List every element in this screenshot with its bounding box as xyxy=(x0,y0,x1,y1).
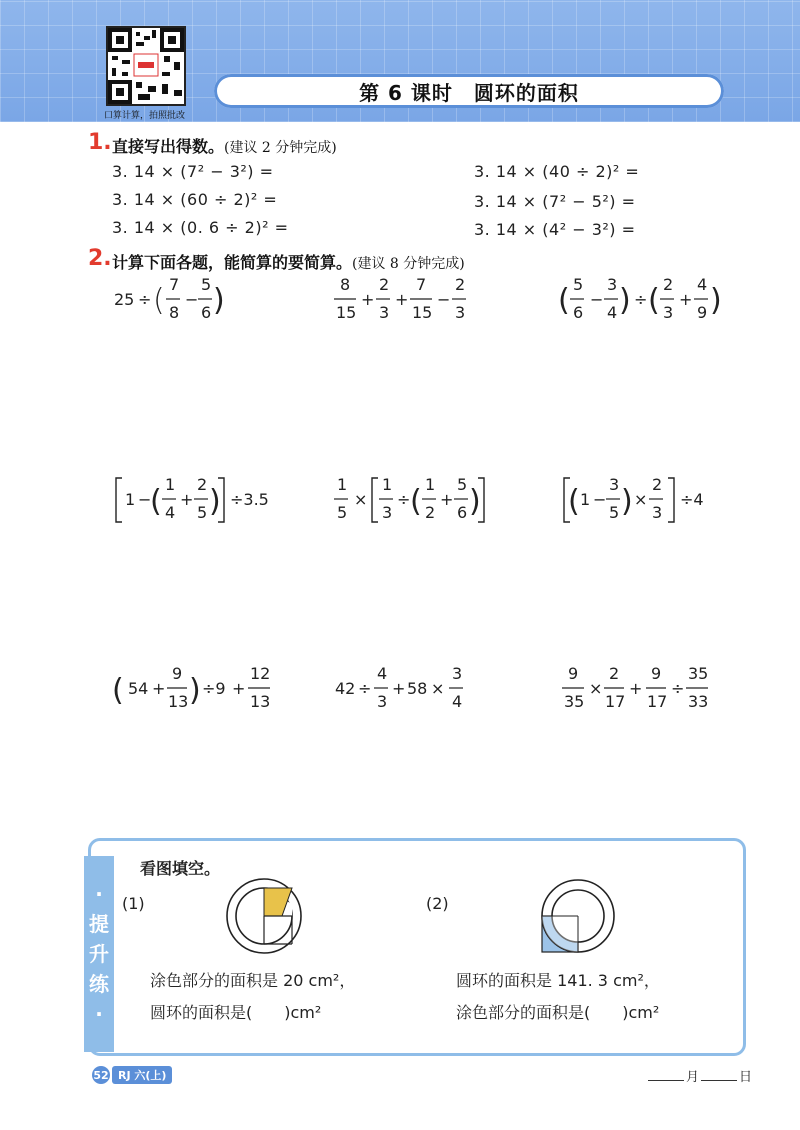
calc-3-minus: − xyxy=(590,290,604,309)
calc-7-lp: ( xyxy=(112,673,124,708)
calc-1-minus: − xyxy=(185,290,199,309)
calc-8-int1: 42 xyxy=(335,679,356,698)
calc-4-plus: + xyxy=(180,490,194,509)
calc-7-f2-den: 13 xyxy=(250,692,271,711)
q1-item-3: 3. 14 × (60 ÷ 2)² = xyxy=(112,190,278,209)
calc-8-f1-den: 3 xyxy=(377,692,388,711)
page-number: 52 xyxy=(92,1066,110,1084)
calc-2-f3-num: 7 xyxy=(416,275,427,294)
ring-figure-2 xyxy=(538,876,618,956)
calc-1-f2-num: 5 xyxy=(201,275,212,294)
calc-3-f3-num: 2 xyxy=(663,275,674,294)
side-dot-bottom: · xyxy=(95,1002,103,1026)
calc-4-one: 1 xyxy=(125,490,136,509)
side-char-2: 升 xyxy=(89,942,109,966)
calc-7-plus: + xyxy=(152,679,166,698)
calc-9-f1-num: 9 xyxy=(568,664,579,683)
q1-item-1: 3. 14 × (7² − 3²) = xyxy=(112,162,274,181)
month-blank[interactable] xyxy=(648,1070,684,1081)
calc-7-int: 54 xyxy=(128,679,149,698)
calc-7-plus2: + xyxy=(232,679,246,698)
extension-side-tab xyxy=(84,856,114,1052)
calc-3-rp1: ) xyxy=(619,283,631,318)
calc-3-lp2: ( xyxy=(648,283,660,318)
calc-3-f2-den: 4 xyxy=(607,303,618,322)
calc-8 xyxy=(335,664,463,711)
calc-5-lp: ( xyxy=(410,484,422,519)
calc-1-f1-num: 7 xyxy=(169,275,180,294)
part-1-given: 涂色部分的面积是 20 cm²， xyxy=(150,971,356,990)
calc-9-f3-num: 9 xyxy=(651,664,662,683)
calc-5-f2-num: 1 xyxy=(382,475,393,494)
calc-5-f1-num: 1 xyxy=(337,475,348,494)
day-blank[interactable] xyxy=(701,1070,737,1081)
calc-3-f1-den: 6 xyxy=(573,303,584,322)
day-label: 日 xyxy=(739,1070,753,1085)
q1-note: (建议 2 分钟完成) xyxy=(224,140,337,156)
calc-2-plus2: + xyxy=(395,290,409,309)
calc-2-f2-den: 3 xyxy=(379,303,390,322)
calc-3 xyxy=(558,275,722,322)
calc-8-f2-num: 3 xyxy=(452,664,463,683)
calc-1-f2-den: 6 xyxy=(201,303,212,322)
calc-6-f1-den: 5 xyxy=(609,503,620,522)
ring-figure-1 xyxy=(224,876,304,956)
calc-2-f1-num: 8 xyxy=(340,275,351,294)
calc-5-rp: ) xyxy=(469,484,481,519)
calc-4 xyxy=(116,475,269,522)
calc-3-f1-num: 5 xyxy=(573,275,584,294)
side-char-1: 提 xyxy=(89,912,109,936)
calc-7-f1-den: 13 xyxy=(168,692,189,711)
calc-6-minus: − xyxy=(593,490,607,509)
calc-5-f2-den: 3 xyxy=(382,503,393,522)
extension-title: 看图填空。 xyxy=(140,859,221,878)
calc-4-f2-num: 2 xyxy=(197,475,208,494)
calc-3-rp2: ) xyxy=(710,283,722,318)
calc-1 xyxy=(114,275,225,322)
calc-9-plus: + xyxy=(629,679,643,698)
calc-8-plus: + xyxy=(392,679,406,698)
part-2-question: 涂色部分的面积是( )cm² xyxy=(456,1003,660,1022)
calc-4-f1-num: 1 xyxy=(165,475,176,494)
q1-item-2: 3. 14 × (40 ÷ 2)² = xyxy=(474,162,640,181)
calc-1-div: ÷ xyxy=(138,290,152,309)
calc-8-div: ÷ xyxy=(358,679,372,698)
side-dot-top: · xyxy=(95,882,103,906)
calc-1-int: 25 xyxy=(114,290,135,309)
calc-6-rp: ) xyxy=(621,484,633,519)
calc-8-times: × xyxy=(431,679,445,698)
calc-9-times: × xyxy=(589,679,603,698)
calc-9-f1-den: 35 xyxy=(564,692,585,711)
page-badge xyxy=(92,1066,172,1084)
month-label: 月 xyxy=(686,1070,700,1085)
calc-9-f3-den: 17 xyxy=(647,692,668,711)
calc-4-rp: ) xyxy=(209,484,221,519)
calc-6-one: 1 xyxy=(580,490,591,509)
calc-2-f4-num: 2 xyxy=(455,275,466,294)
calc-3-f4-den: 9 xyxy=(697,303,708,322)
calc-3-div: ÷ xyxy=(634,290,648,309)
calc-4-f2-den: 5 xyxy=(197,503,208,522)
calc-7-f2-num: 12 xyxy=(250,664,271,683)
part-2-given: 圆环的面积是 141. 3 cm²， xyxy=(456,971,660,990)
calc-6-f2-num: 2 xyxy=(652,475,663,494)
calc-9-f2-den: 17 xyxy=(605,692,626,711)
calc-7 xyxy=(112,664,270,711)
calc-9-f4-den: 33 xyxy=(688,692,709,711)
q1-item-4: 3. 14 × (7² − 5²) = xyxy=(474,192,636,211)
calc-5-f4-num: 5 xyxy=(457,475,468,494)
calc-5-f1-den: 5 xyxy=(337,503,348,522)
calc-3-f4-num: 4 xyxy=(697,275,708,294)
calc-5 xyxy=(334,475,484,522)
calc-4-f1-den: 4 xyxy=(165,503,176,522)
calc-5-times: × xyxy=(354,490,368,509)
calc-8-f1-num: 4 xyxy=(377,664,388,683)
calc-2-f3-den: 15 xyxy=(412,303,433,322)
calc-1-lparen: ( xyxy=(153,283,165,318)
calc-5-f4-den: 6 xyxy=(457,503,468,522)
q1-item-6: 3. 14 × (4² − 3²) = xyxy=(474,220,636,239)
calc-8-f2-den: 4 xyxy=(452,692,463,711)
calc-7-rp: ) xyxy=(189,673,201,708)
calc-5-div: ÷ xyxy=(397,490,411,509)
calc-6-f1-num: 3 xyxy=(609,475,620,494)
calc-2-f2-num: 2 xyxy=(379,275,390,294)
calc-9-f4-num: 35 xyxy=(688,664,709,683)
calc-9-div: ÷ xyxy=(671,679,685,698)
qr-caption: 口算计算，拍照批改 xyxy=(104,111,186,121)
calc-3-lp1: ( xyxy=(558,283,570,318)
calc-5-plus: + xyxy=(440,490,454,509)
calc-6-tail: ÷4 xyxy=(680,490,704,509)
q1-number: 1. xyxy=(88,130,112,155)
calc-3-f3-den: 3 xyxy=(663,303,674,322)
calc-9 xyxy=(562,664,708,711)
calc-2-f4-den: 3 xyxy=(455,303,466,322)
q1-text: 直接写出得数。 xyxy=(112,137,225,156)
part-1-label: (1) xyxy=(122,894,145,913)
q1-item-5: 3. 14 × (0. 6 ÷ 2)² = xyxy=(112,218,289,237)
calc-6-f2-den: 3 xyxy=(652,503,663,522)
calc-9-f2-num: 2 xyxy=(609,664,620,683)
calc-6-times: × xyxy=(634,490,648,509)
q2-text: 计算下面各题，能简算的要简算。 xyxy=(112,253,353,272)
calc-5-f3-den: 2 xyxy=(425,503,436,522)
q2-number: 2. xyxy=(88,246,112,271)
calc-6 xyxy=(564,475,704,522)
calc-8-int2: 58 xyxy=(407,679,428,698)
calc-2 xyxy=(334,275,466,322)
calc-3-plus: + xyxy=(679,290,693,309)
calc-7-div: ÷9 xyxy=(202,679,226,698)
calc-2-minus: − xyxy=(437,290,451,309)
calc-4-minus: − xyxy=(138,490,152,509)
calc-5-f3-num: 1 xyxy=(425,475,436,494)
part-1-question: 圆环的面积是( )cm² xyxy=(150,1003,322,1022)
calc-3-f2-num: 3 xyxy=(607,275,618,294)
side-char-3: 练 xyxy=(89,972,109,996)
calc-7-f1-num: 9 xyxy=(172,664,183,683)
calc-1-rparen: ) xyxy=(213,283,225,318)
q2-note: (建议 8 分钟完成) xyxy=(352,256,465,272)
calc-6-lp: ( xyxy=(568,484,580,519)
edition-label: RJ 六(上) xyxy=(112,1066,172,1084)
calc-2-f1-den: 15 xyxy=(336,303,357,322)
date-fields xyxy=(646,1066,752,1085)
lesson-title: 第 6 课时 圆环的面积 xyxy=(359,80,579,105)
calc-4-lp: ( xyxy=(150,484,162,519)
part-2-label: (2) xyxy=(426,894,449,913)
calc-1-f1-den: 8 xyxy=(169,303,180,322)
calc-4-tail: ÷3.5 xyxy=(230,490,269,509)
calc-2-plus1: + xyxy=(361,290,375,309)
